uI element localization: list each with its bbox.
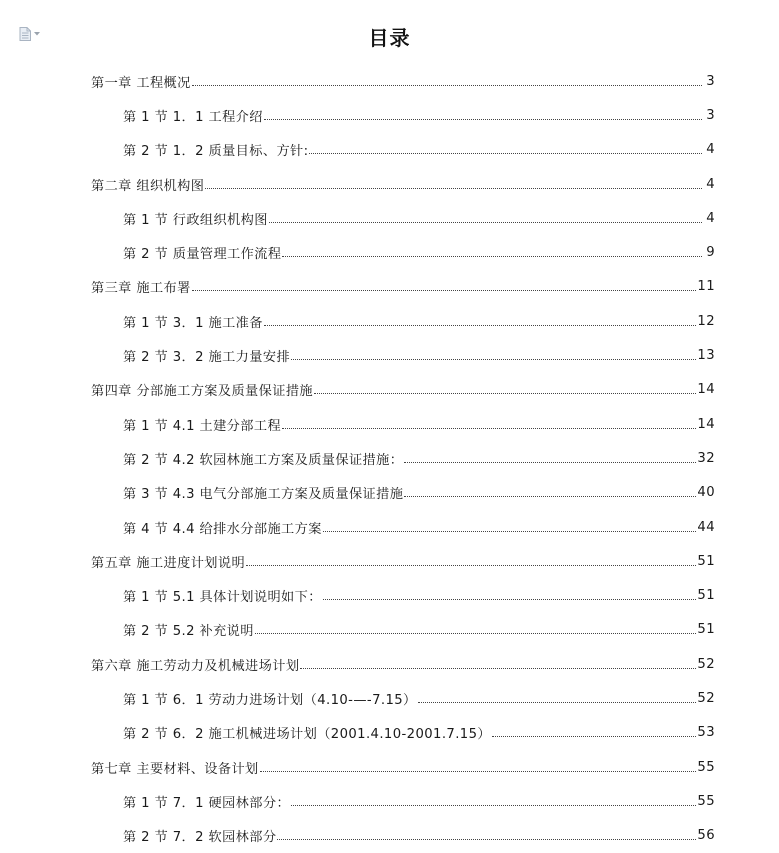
toc-entry-title: 第七章 主要材料、设备计划 [91,761,259,777]
toc-dot-leader [492,736,696,737]
toc-section-entry[interactable] [0,784,779,818]
toc-dot-leader [260,771,697,772]
toc-entry-title: 第五章 施工进度计划说明 [91,555,246,571]
toc-page-number: 51 [697,588,715,604]
toc-entry-title: 第 2 节 1．2 质量目标、方针: [123,144,309,160]
toc-entry-title: 第 2 节 4.2 软园林施工方案及质量保证措施： [123,452,404,468]
toc-entry-title: 第 1 节 行政组织机构图 [123,212,268,228]
page-title: 目录 [368,26,411,50]
toc-dot-leader [314,393,696,394]
toc-entry-title: 第 1 节 5.1 具体计划说明如下： [123,590,322,606]
toc-chapter-entry[interactable] [0,750,779,784]
toc-dot-leader [309,153,702,154]
toc-dot-leader [264,119,702,120]
toc-dot-leader [291,805,696,806]
toc-dot-leader [246,565,696,566]
toc-entry-title: 第 3 节 4.3 电气分部施工方案及质量保证措施 [123,487,404,503]
toc-section-entry[interactable] [0,578,779,612]
toc-section-entry[interactable] [0,476,779,510]
toc-page-number: 44 [697,519,715,535]
toc-entry-title: 第 1 节 4.1 土建分部工程 [123,418,282,434]
toc-dot-leader [205,188,702,189]
toc-entry-title: 第 2 节 6．2 施工机械进场计划（2001.4.10-2001.7.15） [123,727,491,743]
toc-entry-title: 第 2 节 7．2 软园林部分 [123,830,277,846]
toc-page-number: 4 [706,210,715,226]
toc-section-entry[interactable] [0,98,779,132]
toc-chapter-entry[interactable] [0,167,779,201]
toc-section-entry[interactable] [0,201,779,235]
toc-page-number: 56 [697,828,715,844]
toc-entry-title: 第六章 施工劳动力及机械进场计划 [91,658,300,674]
toc-entry-title: 第 1 节 3．1 施工准备 [123,315,263,331]
toc-page-number: 53 [697,725,715,741]
toc-page-number: 11 [697,279,715,295]
toc-dot-leader [192,85,702,86]
toc-section-entry[interactable] [0,338,779,372]
toc-section-entry[interactable] [0,235,779,269]
toc-entry-title: 第 1 节 1．1 工程介绍 [123,109,263,125]
toc-chapter-entry[interactable] [0,544,779,578]
toc-dot-leader [323,599,697,600]
toc-entry-title: 第一章 工程概况 [91,75,191,91]
toc-page-number: 51 [697,622,715,638]
toc-dot-leader [404,496,696,497]
toc-dot-leader [300,668,696,669]
toc-dot-leader [255,633,697,634]
toc-dot-leader [192,290,697,291]
toc-section-entry[interactable] [0,304,779,338]
toc-page-number: 14 [697,382,715,398]
toc-section-entry[interactable] [0,681,779,715]
toc-dot-leader [264,325,697,326]
toc-page-number: 51 [697,553,715,569]
toc-entry-title: 第 1 节 6．1 劳动力进场计划（4.10-—-7.15） [123,692,417,708]
toc-page-number: 3 [706,107,715,123]
toc-chapter-entry[interactable] [0,270,779,304]
toc-dot-leader [269,222,702,223]
toc-entry-title: 第 1 节 7．1 硬园林部分： [123,795,291,811]
toc-section-entry[interactable] [0,441,779,475]
toc-page-number: 14 [697,416,715,432]
toc-section-entry[interactable] [0,510,779,544]
toc-section-entry[interactable] [0,716,779,750]
toc-page-number: 52 [697,656,715,672]
toc-dot-leader [418,702,697,703]
toc-dot-leader [282,256,702,257]
toc-dot-leader [282,428,696,429]
toc-chapter-entry[interactable] [0,64,779,98]
toc-page-number: 52 [697,690,715,706]
toc-section-entry[interactable] [0,613,779,647]
toc-entry-title: 第 2 节 5.2 补充说明 [123,624,254,640]
toc-section-entry[interactable] [0,407,779,441]
toc-dot-leader [291,359,696,360]
toc-entry-title: 第三章 施工布署 [91,281,191,297]
toc-dot-leader [277,839,696,840]
toc-page-number: 55 [697,759,715,775]
toc-page-number: 9 [706,245,715,261]
toc-page-number: 40 [697,485,715,501]
toc-page-number: 4 [706,142,715,158]
toc-entry-title: 第 2 节 3．2 施工力量安排 [123,350,291,366]
toc-dot-leader [323,531,697,532]
toc-entry-title: 第 4 节 4.4 给排水分部施工方案 [123,521,322,537]
toc-page-number: 3 [706,73,715,89]
table-of-contents [0,64,779,853]
toc-page-number: 4 [706,176,715,192]
toc-page-number: 32 [697,450,715,466]
toc-page-number: 55 [697,793,715,809]
toc-entry-title: 第 2 节 质量管理工作流程 [123,247,282,263]
toc-section-entry[interactable] [0,819,779,853]
toc-section-entry[interactable] [0,133,779,167]
toc-chapter-entry[interactable] [0,373,779,407]
toc-chapter-entry[interactable] [0,647,779,681]
toc-entry-title: 第二章 组织机构图 [91,178,205,194]
toc-entry-title: 第四章 分部施工方案及质量保证措施 [91,384,313,400]
toc-page-number: 13 [697,348,715,364]
toc-page-number: 12 [697,313,715,329]
toc-dot-leader [404,462,696,463]
